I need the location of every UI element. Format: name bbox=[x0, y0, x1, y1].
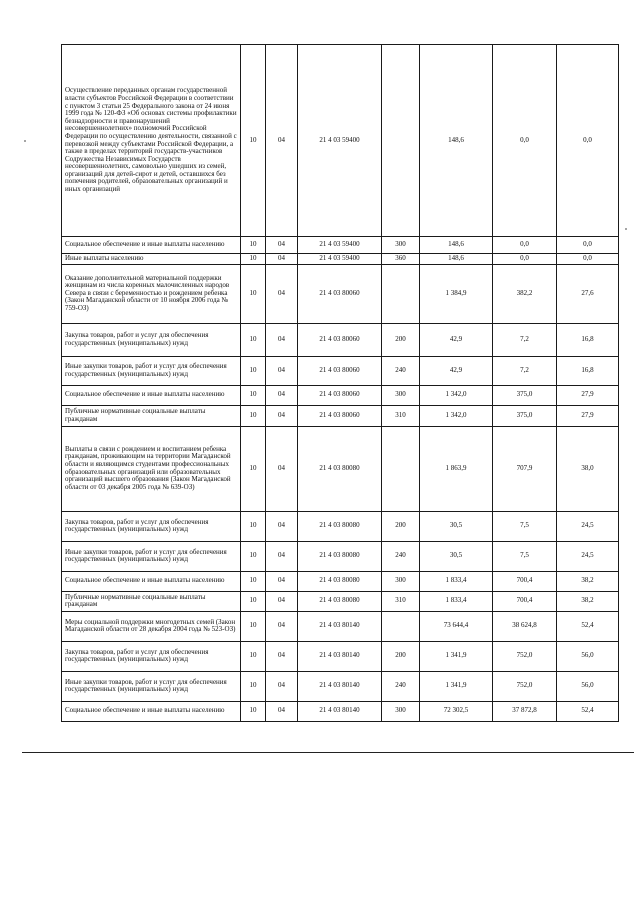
table-row bbox=[62, 641, 619, 671]
plan-value-cell: 1 833,4 bbox=[420, 571, 493, 591]
executed-value-cell: 7,5 bbox=[493, 541, 557, 571]
section-code-cell: 10 bbox=[241, 641, 266, 671]
row-name-cell: Социальное обеспечение и иные выплаты населению bbox=[62, 571, 241, 591]
table-row bbox=[62, 701, 619, 721]
target-article-cell: 21 4 03 80140 bbox=[298, 611, 382, 641]
table-row bbox=[62, 405, 619, 426]
row-name-cell: Публичные нормативные социальные выплаты гражданам bbox=[62, 591, 241, 611]
expense-type-cell bbox=[382, 426, 420, 511]
scan-speck bbox=[24, 140, 26, 142]
expense-type-cell bbox=[382, 45, 420, 237]
table-row bbox=[62, 591, 619, 611]
executed-value-cell: 0,0 bbox=[493, 254, 557, 265]
percent-cell: 52,4 bbox=[557, 611, 619, 641]
table-row bbox=[62, 385, 619, 405]
section-code-cell: 10 bbox=[241, 511, 266, 541]
section-code-cell: 10 bbox=[241, 611, 266, 641]
percent-cell: 56,0 bbox=[557, 671, 619, 701]
row-name-cell: Закупка товаров, работ и услуг для обеспечения государственных (муниципальных) нужд bbox=[62, 511, 241, 541]
percent-cell: 52,4 bbox=[557, 701, 619, 721]
page-divider-line bbox=[22, 752, 634, 753]
percent-cell: 27,9 bbox=[557, 385, 619, 405]
section-code-cell: 10 bbox=[241, 385, 266, 405]
target-article-cell: 21 4 03 80060 bbox=[298, 385, 382, 405]
row-name-cell: Иные закупки товаров, работ и услуг для обеспечения государственных (муниципальных) нужд bbox=[62, 671, 241, 701]
plan-value-cell: 1 341,9 bbox=[420, 671, 493, 701]
row-name-cell: Закупка товаров, работ и услуг для обеспечения государственных (муниципальных) нужд bbox=[62, 641, 241, 671]
plan-value-cell: 148,6 bbox=[420, 237, 493, 254]
target-article-cell: 21 4 03 59400 bbox=[298, 237, 382, 254]
percent-cell: 0,0 bbox=[557, 237, 619, 254]
percent-cell: 56,0 bbox=[557, 641, 619, 671]
subsection-code-cell: 04 bbox=[266, 701, 298, 721]
percent-cell: 0,0 bbox=[557, 254, 619, 265]
subsection-code-cell: 04 bbox=[266, 511, 298, 541]
executed-value-cell: 700,4 bbox=[493, 571, 557, 591]
subsection-code-cell: 04 bbox=[266, 591, 298, 611]
expense-type-cell: 240 bbox=[382, 356, 420, 385]
expense-type-cell: 200 bbox=[382, 323, 420, 356]
target-article-cell: 21 4 03 80140 bbox=[298, 641, 382, 671]
section-code-cell: 10 bbox=[241, 356, 266, 385]
subsection-code-cell: 04 bbox=[266, 541, 298, 571]
executed-value-cell: 0,0 bbox=[493, 237, 557, 254]
plan-value-cell: 1 342,0 bbox=[420, 385, 493, 405]
section-code-cell: 10 bbox=[241, 671, 266, 701]
row-name-cell: Иные закупки товаров, работ и услуг для обеспечения государственных (муниципальных) нужд bbox=[62, 356, 241, 385]
row-name-cell: Оказание дополнительной материальной поддержки женщинам из числа коренных малочисленных народов Севера в связи с беременностью и рождением ребенка (Закон Магаданской области от 10 ноября 2006 года № 759-ОЗ) bbox=[62, 264, 241, 323]
expense-type-cell: 310 bbox=[382, 591, 420, 611]
target-article-cell: 21 4 03 80060 bbox=[298, 264, 382, 323]
plan-value-cell: 42,9 bbox=[420, 356, 493, 385]
expense-type-cell: 200 bbox=[382, 641, 420, 671]
percent-cell: 38,2 bbox=[557, 591, 619, 611]
plan-value-cell: 72 302,5 bbox=[420, 701, 493, 721]
subsection-code-cell: 04 bbox=[266, 356, 298, 385]
plan-value-cell: 1 341,9 bbox=[420, 641, 493, 671]
plan-value-cell: 1 384,9 bbox=[420, 264, 493, 323]
executed-value-cell: 7,5 bbox=[493, 511, 557, 541]
subsection-code-cell: 04 bbox=[266, 611, 298, 641]
executed-value-cell: 38 624,8 bbox=[493, 611, 557, 641]
plan-value-cell: 1 863,9 bbox=[420, 426, 493, 511]
target-article-cell: 21 4 03 59400 bbox=[298, 254, 382, 265]
table-row bbox=[62, 264, 619, 323]
row-name-cell: Публичные нормативные социальные выплаты гражданам bbox=[62, 405, 241, 426]
row-name-cell: Иные закупки товаров, работ и услуг для обеспечения государственных (муниципальных) нужд bbox=[62, 541, 241, 571]
table-row bbox=[62, 356, 619, 385]
executed-value-cell: 707,9 bbox=[493, 426, 557, 511]
table-row bbox=[62, 671, 619, 701]
table-row bbox=[62, 254, 619, 265]
subsection-code-cell: 04 bbox=[266, 671, 298, 701]
executed-value-cell: 7,2 bbox=[493, 323, 557, 356]
subsection-code-cell: 04 bbox=[266, 385, 298, 405]
target-article-cell: 21 4 03 80140 bbox=[298, 701, 382, 721]
percent-cell: 0,0 bbox=[557, 45, 619, 237]
table-row bbox=[62, 323, 619, 356]
row-name-cell: Иные выплаты населению bbox=[62, 254, 241, 265]
subsection-code-cell: 04 bbox=[266, 571, 298, 591]
percent-cell: 24,5 bbox=[557, 511, 619, 541]
expense-type-cell: 300 bbox=[382, 701, 420, 721]
expense-type-cell bbox=[382, 264, 420, 323]
plan-value-cell: 148,6 bbox=[420, 254, 493, 265]
executed-value-cell: 375,0 bbox=[493, 385, 557, 405]
expense-type-cell bbox=[382, 611, 420, 641]
percent-cell: 24,5 bbox=[557, 541, 619, 571]
budget-table bbox=[61, 44, 619, 722]
section-code-cell: 10 bbox=[241, 701, 266, 721]
subsection-code-cell: 04 bbox=[266, 426, 298, 511]
section-code-cell: 10 bbox=[241, 254, 266, 265]
target-article-cell: 21 4 03 80060 bbox=[298, 323, 382, 356]
plan-value-cell: 30,5 bbox=[420, 511, 493, 541]
target-article-cell: 21 4 03 80080 bbox=[298, 571, 382, 591]
executed-value-cell: 752,0 bbox=[493, 641, 557, 671]
target-article-cell: 21 4 03 80060 bbox=[298, 405, 382, 426]
percent-cell: 38,0 bbox=[557, 426, 619, 511]
expense-type-cell: 310 bbox=[382, 405, 420, 426]
table-row bbox=[62, 45, 619, 237]
executed-value-cell: 382,2 bbox=[493, 264, 557, 323]
subsection-code-cell: 04 bbox=[266, 264, 298, 323]
target-article-cell: 21 4 03 80140 bbox=[298, 671, 382, 701]
target-article-cell: 21 4 03 80060 bbox=[298, 356, 382, 385]
row-name-cell: Социальное обеспечение и иные выплаты населению bbox=[62, 237, 241, 254]
expense-type-cell: 300 bbox=[382, 571, 420, 591]
expense-type-cell: 240 bbox=[382, 671, 420, 701]
plan-value-cell: 30,5 bbox=[420, 541, 493, 571]
table-row bbox=[62, 611, 619, 641]
section-code-cell: 10 bbox=[241, 591, 266, 611]
row-name-cell: Осуществление переданных органам государственной власти субъектов Российской Федерации в соответствии с пунктом 3 статьи 25 Федерального закона от 24 июня 1999 года № 120-ФЗ «Об основах системы профилактики безнадзорности и правонарушений несовершеннолетних» полномочий Российской Федерации по осуществлению деятельности, связанной с перевозкой между субъектами Российской Федерации, а также в пределах территорий государств-участников Содружества Независимых Государств несовершеннолетних, самовольно ушедших из семей, организаций для детей-сирот и детей, оставшихся без попечения родителей, образовательных организаций и иных организаций bbox=[62, 45, 241, 237]
plan-value-cell: 1 342,0 bbox=[420, 405, 493, 426]
expense-type-cell: 300 bbox=[382, 237, 420, 254]
row-name-cell: Меры социальной поддержки многодетных семей (Закон Магаданской области от 28 декабря 2004 года № 523-ОЗ) bbox=[62, 611, 241, 641]
plan-value-cell: 1 833,4 bbox=[420, 591, 493, 611]
row-name-cell: Социальное обеспечение и иные выплаты населению bbox=[62, 701, 241, 721]
section-code-cell: 10 bbox=[241, 264, 266, 323]
subsection-code-cell: 04 bbox=[266, 237, 298, 254]
subsection-code-cell: 04 bbox=[266, 45, 298, 237]
section-code-cell: 10 bbox=[241, 323, 266, 356]
section-code-cell: 10 bbox=[241, 237, 266, 254]
section-code-cell: 10 bbox=[241, 45, 266, 237]
table-row bbox=[62, 511, 619, 541]
subsection-code-cell: 04 bbox=[266, 323, 298, 356]
plan-value-cell: 73 644,4 bbox=[420, 611, 493, 641]
percent-cell: 16,8 bbox=[557, 356, 619, 385]
row-name-cell: Социальное обеспечение и иные выплаты населению bbox=[62, 385, 241, 405]
table-row bbox=[62, 571, 619, 591]
expense-type-cell: 360 bbox=[382, 254, 420, 265]
target-article-cell: 21 4 03 80080 bbox=[298, 591, 382, 611]
percent-cell: 16,8 bbox=[557, 323, 619, 356]
subsection-code-cell: 04 bbox=[266, 641, 298, 671]
subsection-code-cell: 04 bbox=[266, 254, 298, 265]
executed-value-cell: 700,4 bbox=[493, 591, 557, 611]
row-name-cell: Закупка товаров, работ и услуг для обеспечения государственных (муниципальных) нужд bbox=[62, 323, 241, 356]
executed-value-cell: 0,0 bbox=[493, 45, 557, 237]
table-row bbox=[62, 426, 619, 511]
table-body bbox=[62, 45, 619, 722]
subsection-code-cell: 04 bbox=[266, 405, 298, 426]
expense-type-cell: 200 bbox=[382, 511, 420, 541]
target-article-cell: 21 4 03 59400 bbox=[298, 45, 382, 237]
percent-cell: 38,2 bbox=[557, 571, 619, 591]
section-code-cell: 10 bbox=[241, 426, 266, 511]
percent-cell: 27,6 bbox=[557, 264, 619, 323]
scan-speck bbox=[625, 228, 627, 230]
plan-value-cell: 148,6 bbox=[420, 45, 493, 237]
target-article-cell: 21 4 03 80080 bbox=[298, 511, 382, 541]
section-code-cell: 10 bbox=[241, 571, 266, 591]
executed-value-cell: 375,0 bbox=[493, 405, 557, 426]
table-row bbox=[62, 237, 619, 254]
row-name-cell: Выплаты в связи с рождением и воспитанием ребенка гражданам, проживающим на территории Магаданской области и являющимся студентами профессиональных образовательных организаций или образовательных организаций высшего образования (Закон Магаданской области от 03 декабря 2005 года № 639-ОЗ) bbox=[62, 426, 241, 511]
plan-value-cell: 42,9 bbox=[420, 323, 493, 356]
target-article-cell: 21 4 03 80080 bbox=[298, 541, 382, 571]
executed-value-cell: 7,2 bbox=[493, 356, 557, 385]
section-code-cell: 10 bbox=[241, 541, 266, 571]
target-article-cell: 21 4 03 80080 bbox=[298, 426, 382, 511]
section-code-cell: 10 bbox=[241, 405, 266, 426]
executed-value-cell: 752,0 bbox=[493, 671, 557, 701]
percent-cell: 27,9 bbox=[557, 405, 619, 426]
executed-value-cell: 37 872,8 bbox=[493, 701, 557, 721]
expense-type-cell: 240 bbox=[382, 541, 420, 571]
expense-type-cell: 300 bbox=[382, 385, 420, 405]
table-row bbox=[62, 541, 619, 571]
